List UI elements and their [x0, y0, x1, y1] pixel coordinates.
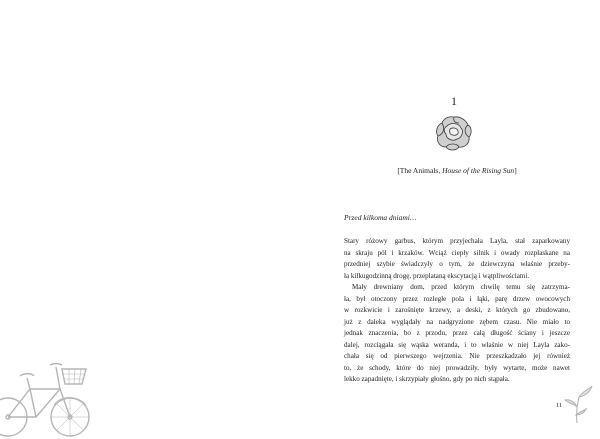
text-line: na skraju pól i krzaków. Wciąż ciepły silnik i owady rozpłaskane na — [344, 248, 570, 257]
text-line: ła, był otoczony przez rozległe pola i łąki, parę drzew owocowych — [344, 294, 570, 303]
text-line: już z daleka wyglądały na nadgryzione zębem czasu. Nie miało to — [344, 317, 570, 326]
bicycle-icon — [0, 345, 100, 439]
text-line: w rozkwicie i zarośnięte krzewy, a deski, z których go zbudowano, — [344, 306, 570, 314]
chapter-number: 1 — [451, 94, 457, 108]
epigraph-prefix: [The Animals, — [397, 166, 443, 175]
text-line: Mały drewniany dom, przed którym chwilę temu się zatrzyma- — [352, 283, 570, 291]
text-line: przedniej szybie świadczyły o tym, że dziewczyna właśnie przeby- — [344, 260, 570, 268]
text-line: lekko zapadnięte, i skrzypiały głośno, gdy po nich stąpała. — [344, 375, 510, 383]
text-line: jednak znaczenia, bo z przodu, przez całą długość ściany i jeszcze — [344, 329, 570, 337]
chapter-epigraph — [344, 166, 570, 175]
text-line: dalej, rozciągała się wąska weranda, i to właśnie w niej Layla zako- — [344, 340, 570, 349]
rose-icon — [435, 114, 473, 152]
epigraph-suffix: ] — [514, 166, 517, 175]
body-text — [344, 236, 570, 386]
text-line: to, że schody, które do niej prowadziły, były wytarte, może nawet — [344, 363, 570, 372]
text-line: chała się od pierwszego wejrzenia. Nie przeszkadzało jej również — [344, 352, 570, 360]
page-number: 11 — [556, 402, 563, 409]
intro-line: Przed kilkoma dniami… — [344, 213, 417, 222]
epigraph-title: House of the Rising Sun — [442, 166, 515, 175]
text-line: Stary różowy garbus, którym przyjechała Layla, stał zaparkowany — [344, 237, 570, 245]
text-line: ła kilkugodzinną drogę, przeplataną ekscytacją i wątpliwościami. — [344, 271, 530, 280]
sprout-icon — [563, 383, 593, 423]
